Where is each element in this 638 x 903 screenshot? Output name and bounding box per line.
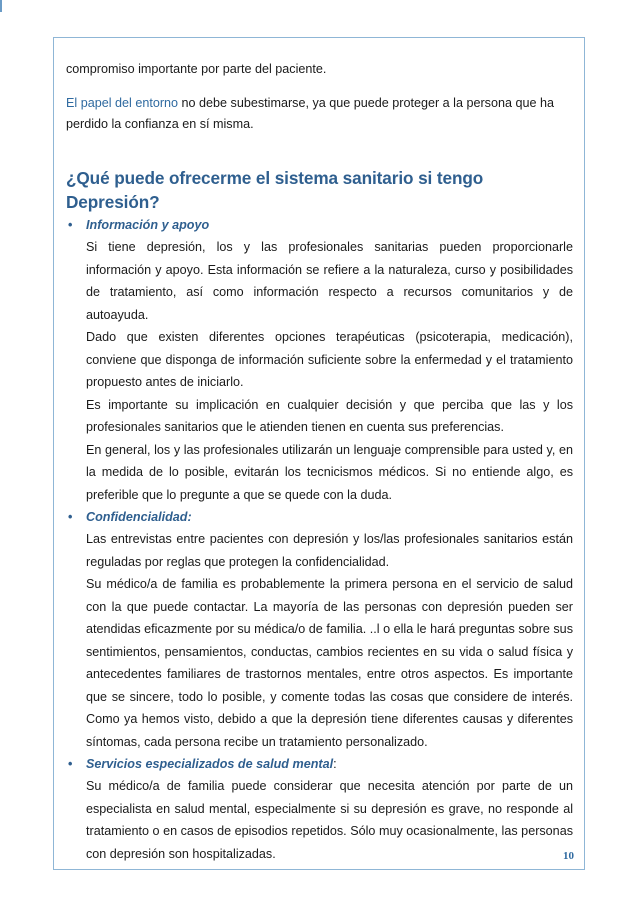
paragraph: Si tiene depresión, los y las profesionales sanitarias pueden proporcionarle información y apoyo. Esta información se refiere a la naturaleza, curso y posibilidades de tratamiento, así como información respecto a recursos comunitarios y de autoayuda. xyxy=(86,240,573,322)
section-body-specialized xyxy=(66,775,573,865)
section-body-confidentiality xyxy=(66,528,573,753)
paragraph: Su médico/a de familia puede considerar que necesita atención por parte de un especialista en salud mental, especialmente si su depresión es grave, no responde al tratamiento o en casos de episodios repetidos. Sólo muy ocasionalmente, las personas con depresión son hospitalizadas. xyxy=(86,779,573,861)
bullet-info xyxy=(66,214,573,236)
paragraph: Es importante su implicación en cualquier decisión y que perciba que las y los profesionales sanitarios que le atienden tienen en cuenta sus preferencias. xyxy=(86,397,573,434)
intro-paragraph xyxy=(66,93,573,135)
bullet-icon: • xyxy=(68,757,73,771)
intro-line: compromiso importante por parte del paciente. xyxy=(66,62,327,76)
intro-highlight: El papel del entorno xyxy=(66,96,179,110)
corner-mark xyxy=(0,0,6,12)
bullet-title: Información y apoyo xyxy=(86,218,210,232)
intro-rest: no debe subestimarse, ya que puede proteger a la persona que ha perdido la confianza en sí misma. xyxy=(66,96,555,131)
paragraph: Las entrevistas entre pacientes con depresión y los/las profesionales sanitarios están reguladas por reglas que protegen la confidencialidad. xyxy=(86,532,573,569)
page-number: 10 xyxy=(563,850,574,862)
paragraph: En general, los y las profesionales utilizarán un lenguaje comprensible para usted y, en la medida de lo posible, evitarán los tecnicismos médicos. Si no entiende algo, es preferible que lo pregunte a que se quede con la duda. xyxy=(86,442,573,502)
section-body-info xyxy=(66,236,573,506)
section-heading: ¿Qué puede ofrecerme el sistema sanitario si tengo Depresión? xyxy=(66,168,484,212)
paragraph: Su médico/a de familia es probablemente la primera persona en el servicio de salud con la que puede contactar. La mayoría de las personas con depresión pueden ser atendidas eficazmente por su médica/o de familia. ..l o ella le hará preguntas sobre sus sentimientos, pensamientos, conductas, cambios recientes en su vida o salud física y antecedentes familiares de trastornos mentales, entre otros aspectos. Es importante que se sincere, todo lo posible, y comente todas las cosas que considere de interés. Como ya hemos visto, debido a que la depresión tiene diferentes causas y diferentes síntomas, cada persona recibe un tratamiento personalizado. xyxy=(86,577,573,749)
bullet-title: Servicios especializados de salud mental xyxy=(86,757,334,771)
bullet-specialized: • Servicios especializados de salud mental: xyxy=(66,753,573,775)
bullet-icon: • xyxy=(68,510,73,524)
paragraph: Dado que existen diferentes opciones terapéuticas (psicoterapia, medicación), conviene que disponga de información suficiente sobre la enfermedad y el tratamiento propuesto antes de iniciarlo. xyxy=(86,330,573,389)
bullet-confidentiality: • Confidencialidad: xyxy=(66,506,573,528)
bullet-icon: • xyxy=(68,218,73,232)
page-content xyxy=(66,59,573,865)
bullet-title: Confidencialidad xyxy=(86,510,188,524)
